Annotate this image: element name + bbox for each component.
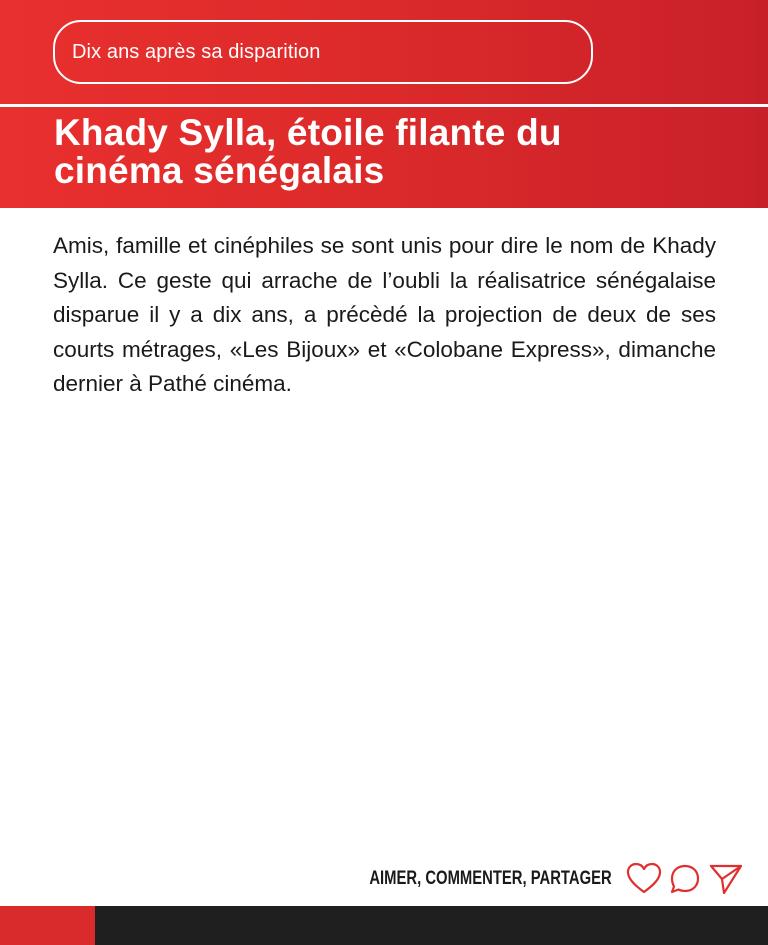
- headline-line-1: Khady Sylla, étoile filante du: [54, 112, 562, 153]
- social-action-bar: [301, 860, 745, 898]
- comment-icon[interactable]: [666, 860, 704, 898]
- lede-paragraph: Amis, famille et cinéphiles se sont unis pour dire le nom de Khady Sylla. Ce geste qui arrache de l’oubli la réalisatrice sénégalaise disparue il y a dix ans, a précèdé la projection de deux de ses courts métrages, «Les Bijoux» et «Colobane Express», dimanche dernier à Pathé cinéma.: [53, 233, 716, 396]
- headline: [54, 114, 754, 190]
- kicker-text: Dix ans après sa disparition: [72, 40, 321, 63]
- heart-icon[interactable]: [625, 860, 663, 898]
- footer-accent-red: [0, 906, 95, 945]
- headline-line-2: cinéma sénégalais: [54, 150, 385, 191]
- send-icon[interactable]: [707, 860, 745, 898]
- kicker-pill: [53, 20, 593, 84]
- footer-bar-dark: [95, 906, 768, 945]
- call-to-action-label: AIMER, COMMENTER, PARTAGER: [369, 868, 612, 889]
